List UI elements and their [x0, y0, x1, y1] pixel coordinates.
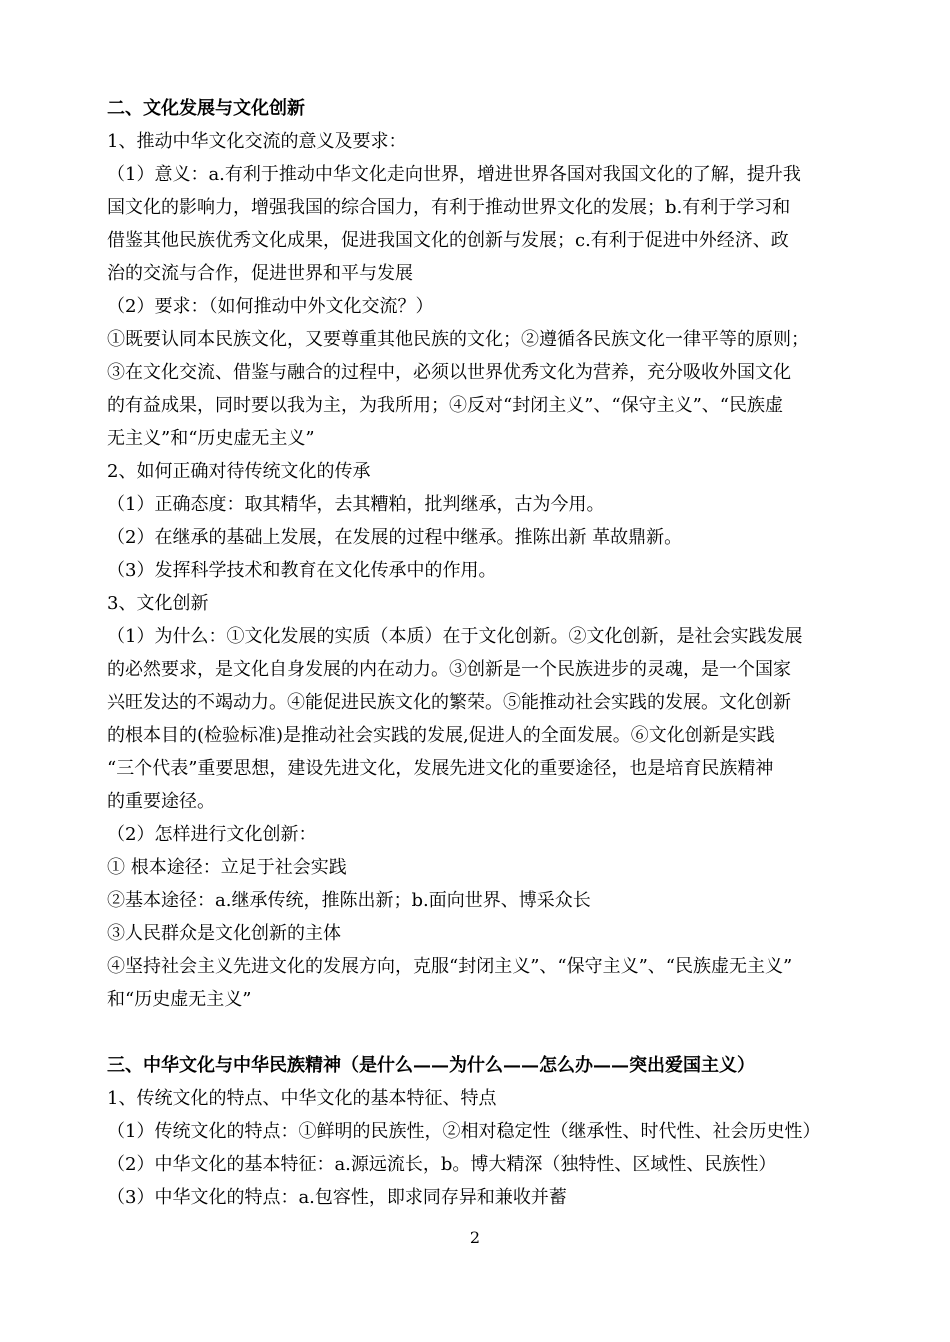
paragraph-line: （3）中华文化的特点：a.包容性，即求同存异和兼收并蓄	[107, 1187, 567, 1208]
paragraph-line: （1）意义：a.有利于推动中华文化走向世界，增进世界各国对我国文化的了解，提升我	[107, 164, 801, 185]
paragraph-line: ④坚持社会主义先进文化的发展方向，克服“封闭主义”、“保守主义”、“民族虚无主义”	[107, 956, 793, 977]
paragraph-line: ① 根本途径：立足于社会实践	[107, 857, 347, 878]
paragraph-line: ③人民群众是文化创新的主体	[107, 923, 341, 944]
paragraph-line: 借鉴其他民族优秀文化成果，促进我国文化的创新与发展；c.有利于促进中外经济、政	[107, 230, 789, 251]
paragraph-line: （2）要求：（如何推动中外文化交流？）	[107, 296, 434, 317]
section-heading-chinese-culture: 三、中华文化与中华民族精神（是什么——为什么——怎么办——突出爱国主义）	[107, 1055, 755, 1076]
document-body	[107, 92, 852, 1214]
paragraph-line: （1）传统文化的特点：①鲜明的民族性，②相对稳定性（继承性、时代性、社会历史性）	[107, 1121, 821, 1142]
paragraph-line: （3）发挥科学技术和教育在文化传承中的作用。	[107, 560, 497, 581]
paragraph-line: （1）为什么：①文化发展的实质（本质）在于文化创新。②文化创新，是社会实践发展	[107, 626, 803, 647]
section-spacer	[107, 1016, 852, 1049]
paragraph-line: 的必然要求，是文化自身发展的内在动力。③创新是一个民族进步的灵魂，是一个国家	[107, 659, 791, 680]
paragraph-line: 治的交流与合作，促进世界和平与发展	[107, 263, 413, 284]
paragraph-line: （2）在继承的基础上发展，在发展的过程中继承。推陈出新 革故鼎新。	[107, 527, 683, 548]
subheading-tradition: 2、如何正确对待传统文化的传承	[107, 461, 371, 482]
paragraph-line: 和“历史虚无主义”	[107, 989, 252, 1010]
subheading-exchange: 1、推动中华文化交流的意义及要求：	[107, 131, 407, 152]
paragraph-line: 兴旺发达的不竭动力。④能促进民族文化的繁荣。⑤能推动社会实践的发展。文化创新	[107, 692, 791, 713]
paragraph-line: 的根本目的(检验标准)是推动社会实践的发展,促进人的全面发展。⑥文化创新是实践	[107, 725, 775, 746]
paragraph-line: 的重要途径。	[107, 791, 215, 812]
subheading-innovation: 3、文化创新	[107, 593, 209, 614]
paragraph-line: （2）怎样进行文化创新：	[107, 824, 317, 845]
paragraph-line: ②基本途径：a.继承传统，推陈出新；b.面向世界、博采众长	[107, 890, 591, 911]
paragraph-line: （1）正确态度：取其精华，去其糟粕，批判继承，古为今用。	[107, 494, 605, 515]
paragraph-line: 无主义”和“历史虚无主义”	[107, 428, 315, 449]
paragraph-line: 的有益成果，同时要以我为主，为我所用；④反对“封闭主义”、“保守主义”、“民族虚	[107, 395, 784, 416]
paragraph-line: ③在文化交流、借鉴与融合的过程中，必须以世界优秀文化为营养，充分吸收外国文化	[107, 362, 791, 383]
paragraph-line: 国文化的影响力，增强我国的综合国力，有利于推动世界文化的发展；b.有利于学习和	[107, 197, 791, 218]
paragraph-line: （2）中华文化的基本特征：a.源远流长，b。博大精深（独特性、区域性、民族性）	[107, 1154, 777, 1175]
section-heading-culture-development: 二、文化发展与文化创新	[107, 98, 305, 119]
subheading-features: 1、传统文化的特点、中华文化的基本特征、特点	[107, 1088, 497, 1109]
page-number: 2	[469, 1228, 481, 1247]
paragraph-line: “三个代表”重要思想，建设先进文化，发展先进文化的重要途径，也是培育民族精神	[107, 758, 774, 779]
paragraph-line: ①既要认同本民族文化，又要尊重其他民族的文化；②遵循各民族文化一律平等的原则；	[107, 329, 809, 350]
